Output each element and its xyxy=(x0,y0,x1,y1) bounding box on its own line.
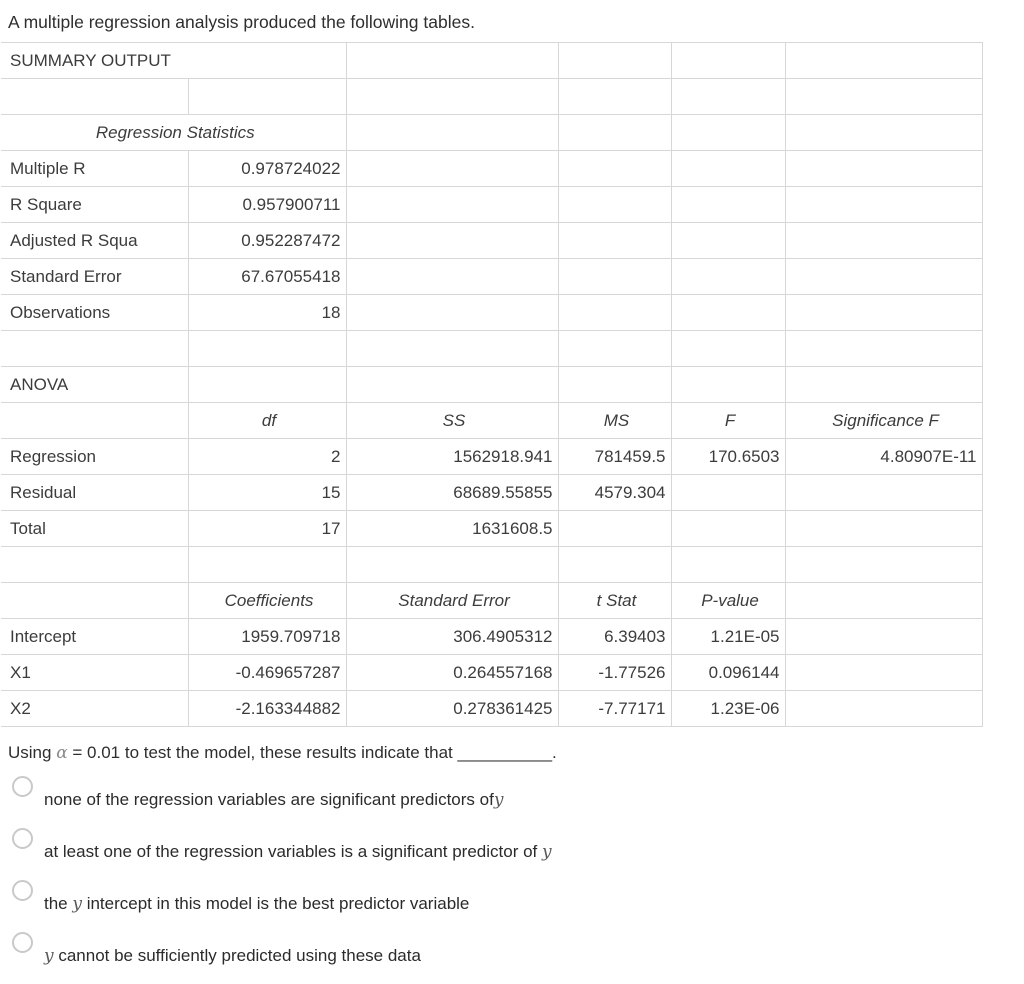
stat-row-r-square xyxy=(1,187,982,223)
empty-cell xyxy=(671,79,785,115)
p-value-cell: 0.096144 xyxy=(671,655,785,691)
ss-cell: 1631608.5 xyxy=(346,511,558,547)
sig-f-cell: 4.80907E-11 xyxy=(785,439,982,475)
empty-cell xyxy=(188,367,346,403)
stat-label: Observations xyxy=(1,295,188,331)
option-text-segment: the xyxy=(44,894,73,913)
ms-cell: 781459.5 xyxy=(558,439,671,475)
empty-cell xyxy=(346,79,558,115)
option-label xyxy=(44,790,503,810)
empty-cell xyxy=(558,187,671,223)
answer-option-2[interactable] xyxy=(12,828,1024,880)
coefficient-cell: -2.163344882 xyxy=(188,691,346,727)
option-text-segment: intercept in this model is the best predictor variable xyxy=(81,894,470,913)
empty-cell xyxy=(188,547,346,583)
empty-cell xyxy=(346,547,558,583)
t-stat-cell: -7.77171 xyxy=(558,691,671,727)
ms-cell: 4579.304 xyxy=(558,475,671,511)
empty-cell xyxy=(558,259,671,295)
df-cell: 2 xyxy=(188,439,346,475)
p-value-cell: 1.21E-05 xyxy=(671,619,785,655)
option-label xyxy=(44,894,469,914)
empty-cell xyxy=(785,115,982,151)
anova-column-header-ms: MS xyxy=(558,403,671,439)
empty-cell xyxy=(785,223,982,259)
empty-cell xyxy=(346,223,558,259)
empty-cell xyxy=(785,79,982,115)
quiz-page xyxy=(0,12,1024,984)
empty-cell xyxy=(346,115,558,151)
answer-blank: __________ xyxy=(457,743,553,762)
empty-cell xyxy=(671,547,785,583)
empty-cell xyxy=(346,331,558,367)
empty-cell xyxy=(785,583,982,619)
empty-cell xyxy=(346,367,558,403)
stat-value: 0.952287472 xyxy=(188,223,346,259)
empty-cell xyxy=(671,223,785,259)
empty-cell xyxy=(1,547,188,583)
coefficient-cell: 1959.709718 xyxy=(188,619,346,655)
answer-option-4[interactable] xyxy=(12,932,1024,984)
coefficient-row-label: Intercept xyxy=(1,619,188,655)
y-variable: y xyxy=(542,842,552,862)
coefficient-row-intercept xyxy=(1,619,982,655)
coefficient-row-label: X1 xyxy=(1,655,188,691)
empty-cell xyxy=(785,691,982,727)
empty-cell xyxy=(671,115,785,151)
coefficient-row-x2 xyxy=(1,691,982,727)
question-prefix: Using xyxy=(8,743,57,762)
stat-row-adjusted-r-square xyxy=(1,223,982,259)
anova-column-header-df: df xyxy=(188,403,346,439)
question-suffix: . xyxy=(552,743,557,762)
option-text-segment: none of the regression variables are significant predictors of xyxy=(44,790,494,809)
option-label xyxy=(44,842,552,862)
empty-cell xyxy=(1,403,188,439)
empty-cell xyxy=(785,511,982,547)
empty-cell xyxy=(671,475,785,511)
stat-label: R Square xyxy=(1,187,188,223)
standard-error-cell: 0.278361425 xyxy=(346,691,558,727)
anova-row-total xyxy=(1,511,982,547)
empty-cell xyxy=(785,295,982,331)
standard-error-column-header: Standard Error xyxy=(346,583,558,619)
coefficient-cell: -0.469657287 xyxy=(188,655,346,691)
radio-button[interactable] xyxy=(12,932,33,953)
radio-button[interactable] xyxy=(12,828,33,849)
anova-column-header-f: F xyxy=(671,403,785,439)
ss-cell: 1562918.941 xyxy=(346,439,558,475)
f-cell: 170.6503 xyxy=(671,439,785,475)
summary-output-cell: SUMMARY OUTPUT xyxy=(1,43,346,79)
option-label xyxy=(44,946,421,966)
anova-column-header-sig-f: Significance F xyxy=(785,403,982,439)
ss-cell: 68689.55855 xyxy=(346,475,558,511)
empty-cell xyxy=(1,79,188,115)
standard-error-cell: 306.4905312 xyxy=(346,619,558,655)
empty-cell xyxy=(1,331,188,367)
y-variable: y xyxy=(44,946,54,966)
regression-output-spreadsheet xyxy=(1,42,983,727)
empty-cell xyxy=(785,43,982,79)
y-variable: y xyxy=(72,894,82,914)
stat-value: 67.67055418 xyxy=(188,259,346,295)
y-variable: y xyxy=(493,790,504,810)
empty-cell xyxy=(671,151,785,187)
stat-label: Standard Error xyxy=(1,259,188,295)
empty-cell xyxy=(671,259,785,295)
regression-statistics-header-row xyxy=(1,115,982,151)
coefficients-header-row xyxy=(1,583,982,619)
empty-cell xyxy=(188,79,346,115)
anova-row-residual xyxy=(1,475,982,511)
df-cell: 15 xyxy=(188,475,346,511)
empty-cell xyxy=(346,187,558,223)
alpha-symbol: α xyxy=(56,743,68,763)
t-stat-cell: -1.77526 xyxy=(558,655,671,691)
anova-row-regression xyxy=(1,439,982,475)
stat-row-standard-error xyxy=(1,259,982,295)
coefficient-row-label: X2 xyxy=(1,691,188,727)
empty-cell xyxy=(346,259,558,295)
empty-cell xyxy=(785,151,982,187)
stat-row-multiple-r xyxy=(1,151,982,187)
stat-label: Adjusted R Squa xyxy=(1,223,188,259)
anova-row-label: Total xyxy=(1,511,188,547)
summary-output-row xyxy=(1,43,982,79)
empty-cell xyxy=(671,331,785,367)
empty-cell xyxy=(346,295,558,331)
answer-option-1[interactable] xyxy=(12,776,1024,828)
stat-value: 0.957900711 xyxy=(188,187,346,223)
radio-button[interactable] xyxy=(12,776,33,797)
empty-cell xyxy=(346,151,558,187)
t-stat-column-header: t Stat xyxy=(558,583,671,619)
question-text xyxy=(8,743,1024,763)
option-text-segment: at least one of the regression variables is a significant predictor of xyxy=(44,842,542,861)
stat-value: 18 xyxy=(188,295,346,331)
empty-cell xyxy=(558,295,671,331)
coefficient-row-x1 xyxy=(1,655,982,691)
regression-statistics-header: Regression Statistics xyxy=(1,115,346,151)
question-middle: = 0.01 to test the model, these results indicate that xyxy=(67,743,458,762)
empty-cell xyxy=(785,547,982,583)
spacer-row xyxy=(1,79,982,115)
empty-cell xyxy=(785,187,982,223)
p-value-cell: 1.23E-06 xyxy=(671,691,785,727)
empty-cell xyxy=(785,655,982,691)
spacer-row xyxy=(1,547,982,583)
stat-value: 0.978724022 xyxy=(188,151,346,187)
empty-cell xyxy=(558,547,671,583)
empty-cell xyxy=(785,619,982,655)
empty-cell xyxy=(558,511,671,547)
standard-error-cell: 0.264557168 xyxy=(346,655,558,691)
df-cell: 17 xyxy=(188,511,346,547)
spacer-row xyxy=(1,331,982,367)
anova-row-label: Residual xyxy=(1,475,188,511)
empty-cell xyxy=(188,331,346,367)
empty-cell xyxy=(671,43,785,79)
empty-cell xyxy=(671,367,785,403)
answer-options xyxy=(0,776,1024,984)
empty-cell xyxy=(558,223,671,259)
empty-cell xyxy=(558,43,671,79)
option-text-segment: cannot be sufficiently predicted using these data xyxy=(53,946,421,965)
empty-cell xyxy=(558,367,671,403)
page-title: A multiple regression analysis produced the following tables. xyxy=(8,12,475,32)
anova-label-row xyxy=(1,367,982,403)
stat-label: Multiple R xyxy=(1,151,188,187)
empty-cell xyxy=(785,331,982,367)
empty-cell xyxy=(558,151,671,187)
p-value-column-header: P-value xyxy=(671,583,785,619)
empty-cell xyxy=(346,43,558,79)
empty-cell xyxy=(671,187,785,223)
anova-section-label: ANOVA xyxy=(1,367,188,403)
radio-button[interactable] xyxy=(12,880,33,901)
empty-cell xyxy=(671,295,785,331)
empty-cell xyxy=(558,79,671,115)
anova-row-label: Regression xyxy=(1,439,188,475)
empty-cell xyxy=(785,259,982,295)
anova-header-row xyxy=(1,403,982,439)
empty-cell xyxy=(558,331,671,367)
empty-cell xyxy=(671,511,785,547)
empty-cell xyxy=(1,583,188,619)
empty-cell xyxy=(785,367,982,403)
empty-cell xyxy=(558,115,671,151)
empty-cell xyxy=(785,475,982,511)
stat-row-observations xyxy=(1,295,982,331)
anova-column-header-ss: SS xyxy=(346,403,558,439)
answer-option-3[interactable] xyxy=(12,880,1024,932)
coefficients-column-header: Coefficients xyxy=(188,583,346,619)
t-stat-cell: 6.39403 xyxy=(558,619,671,655)
